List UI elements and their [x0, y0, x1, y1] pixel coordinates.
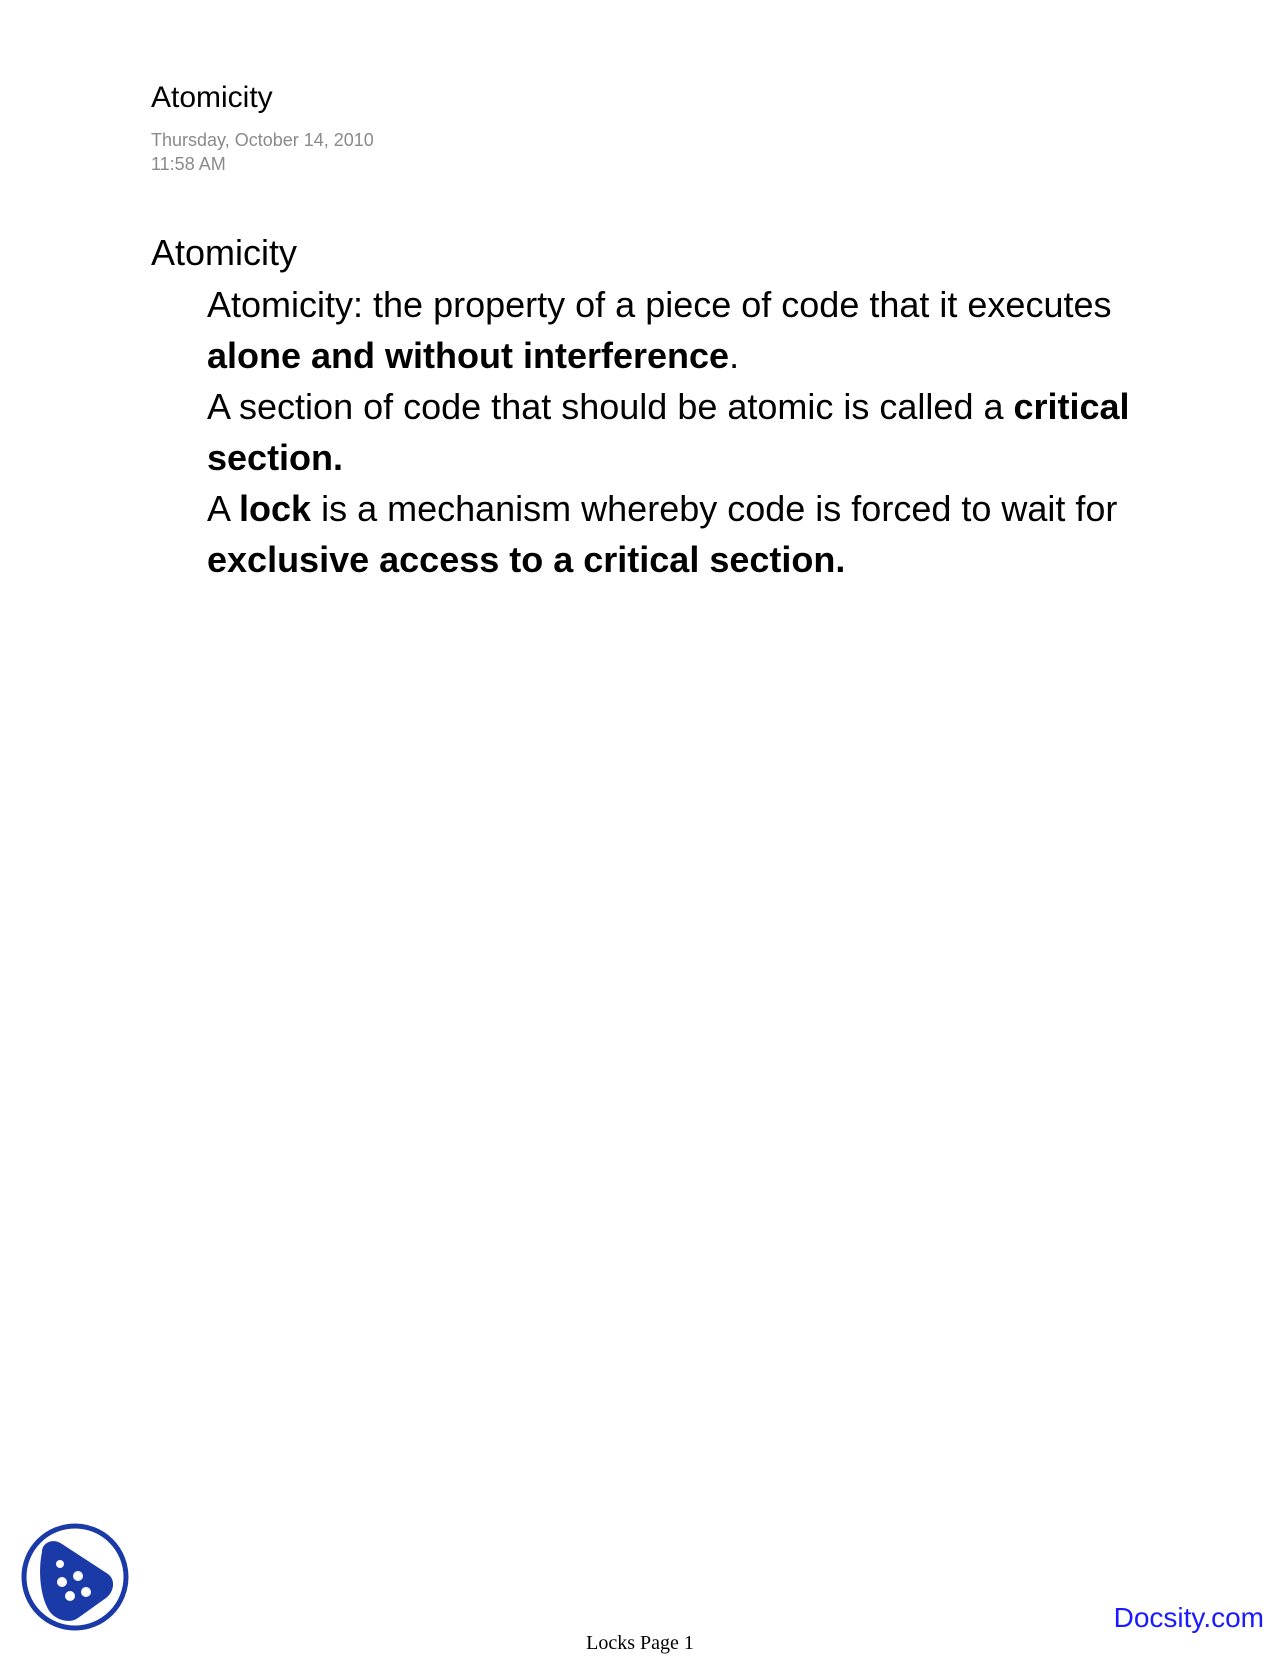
section-heading: Atomicity: [151, 232, 298, 273]
body-text: [207, 279, 1167, 585]
paragraph-lock: [207, 483, 1167, 585]
bold-run: critical section.: [207, 386, 1130, 478]
text-run: A: [207, 488, 240, 529]
text-run: is a mechanism whereby code is forced to wait for: [311, 488, 1118, 529]
page-footer: Locks Page 1: [586, 1632, 694, 1654]
paragraph-definition: [207, 279, 1167, 381]
brand-watermark: Docsity.com: [1113, 1602, 1264, 1633]
note-date: Thursday, October 14, 2010: [151, 130, 374, 150]
note-metadata: [151, 128, 374, 176]
paragraph-critical-section: [207, 381, 1167, 483]
docsity-logo-icon: [20, 1522, 130, 1632]
text-run: Atomicity: the property of a piece of code that it executes: [207, 284, 1112, 325]
text-run: A section of code that should be atomic is called a: [207, 386, 1014, 427]
note-time: 11:58 AM: [151, 154, 226, 174]
text-run: .: [729, 335, 740, 376]
note-title: Atomicity: [151, 81, 273, 114]
bold-run: lock: [239, 488, 312, 529]
bold-run: alone and without interference: [207, 335, 730, 376]
bold-run: exclusive access to a critical section.: [207, 539, 846, 580]
